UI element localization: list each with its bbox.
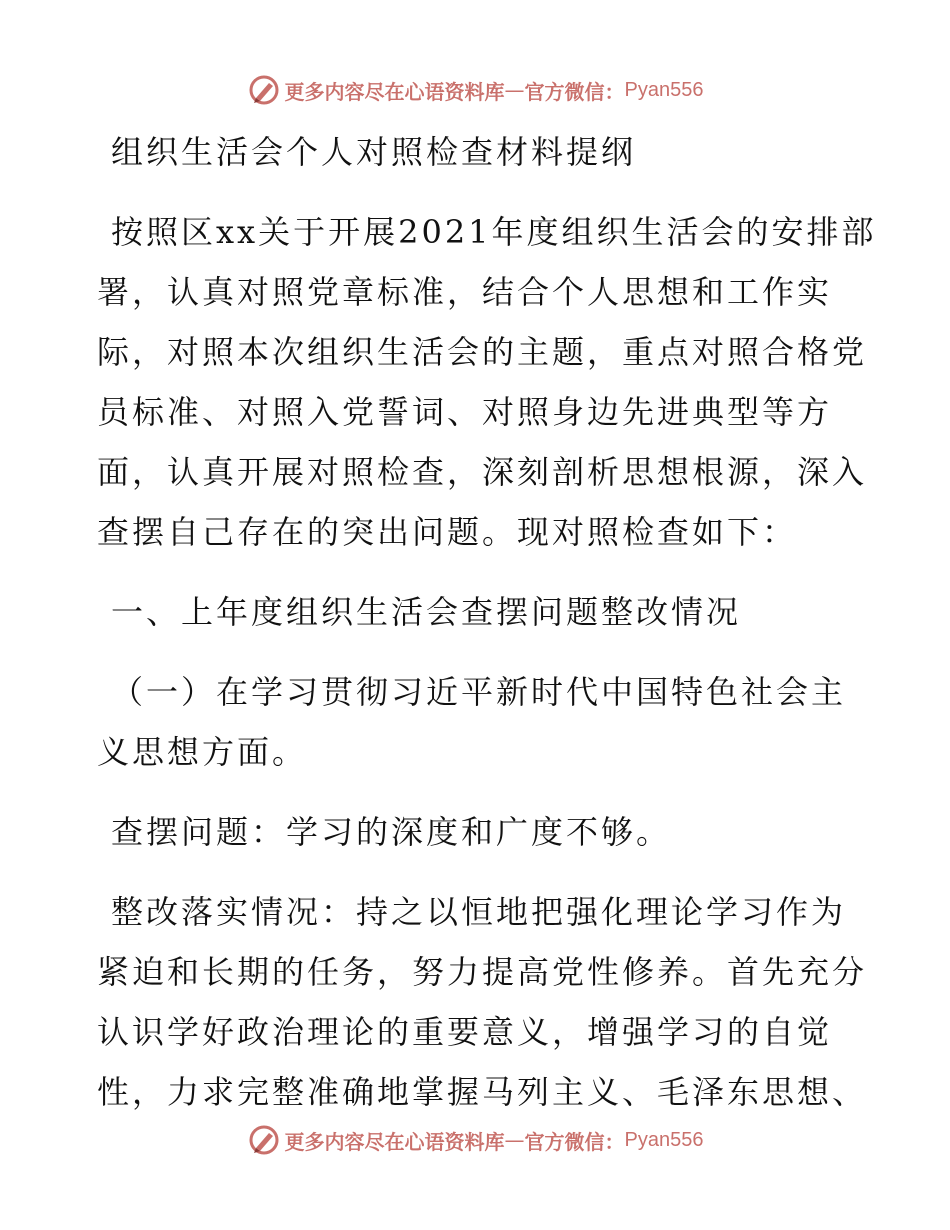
watermark-account-label: 官方微信： bbox=[524, 1129, 625, 1154]
document-body bbox=[97, 122, 877, 1122]
pen-logo-icon bbox=[247, 1123, 281, 1157]
watermark-account-id: Pyan556 bbox=[624, 78, 704, 101]
intro-line-1: 按照区xx关于开展2021年度组织生活会的安排部 bbox=[111, 213, 877, 251]
rectification-line-3: 认识学好政治理论的重要意义，增强学习的自觉 bbox=[97, 1013, 833, 1051]
rectification-line-4: 性，力求完整准确地掌握马列主义、毛泽东思想、 bbox=[97, 1073, 868, 1111]
document-title: 组织生活会个人对照检查材料提纲 bbox=[111, 133, 637, 171]
header-watermark bbox=[0, 70, 950, 110]
intro-line-3: 际，对照本次组织生活会的主题，重点对照合格党 bbox=[97, 333, 868, 371]
watermark-text: 更多内容尽在心语资料库 bbox=[284, 79, 505, 104]
problem-line: 查摆问题：学习的深度和广度不够。 bbox=[111, 813, 672, 851]
intro-line-2: 署，认真对照党章标准，结合个人思想和工作实 bbox=[97, 273, 833, 311]
footer-watermark bbox=[0, 1120, 950, 1160]
watermark-separator: — bbox=[504, 78, 525, 102]
intro-line-6: 查摆自己存在的突出问题。现对照检查如下： bbox=[97, 513, 798, 551]
watermark-account-label: 官方微信： bbox=[524, 79, 625, 104]
watermark-text: 更多内容尽在心语资料库 bbox=[284, 1129, 505, 1154]
subsection-line-2: 义思想方面。 bbox=[97, 733, 308, 771]
pen-logo-icon bbox=[247, 73, 281, 107]
watermark-separator: — bbox=[504, 1128, 525, 1152]
section-heading: 一、上年度组织生活会查摆问题整改情况 bbox=[111, 593, 742, 631]
rectification-line-1: 整改落实情况：持之以恒地把强化理论学习作为 bbox=[111, 893, 847, 931]
watermark-account-id: Pyan556 bbox=[624, 1128, 704, 1151]
rectification-line-2: 紧迫和长期的任务，努力提高党性修养。首先充分 bbox=[97, 953, 868, 991]
intro-line-4: 员标准、对照入党誓词、对照身边先进典型等方 bbox=[97, 393, 833, 431]
intro-line-5: 面，认真开展对照检查，深刻剖析思想根源，深入 bbox=[97, 453, 868, 491]
subsection-line-1: （一）在学习贯彻习近平新时代中国特色社会主 bbox=[111, 673, 847, 711]
